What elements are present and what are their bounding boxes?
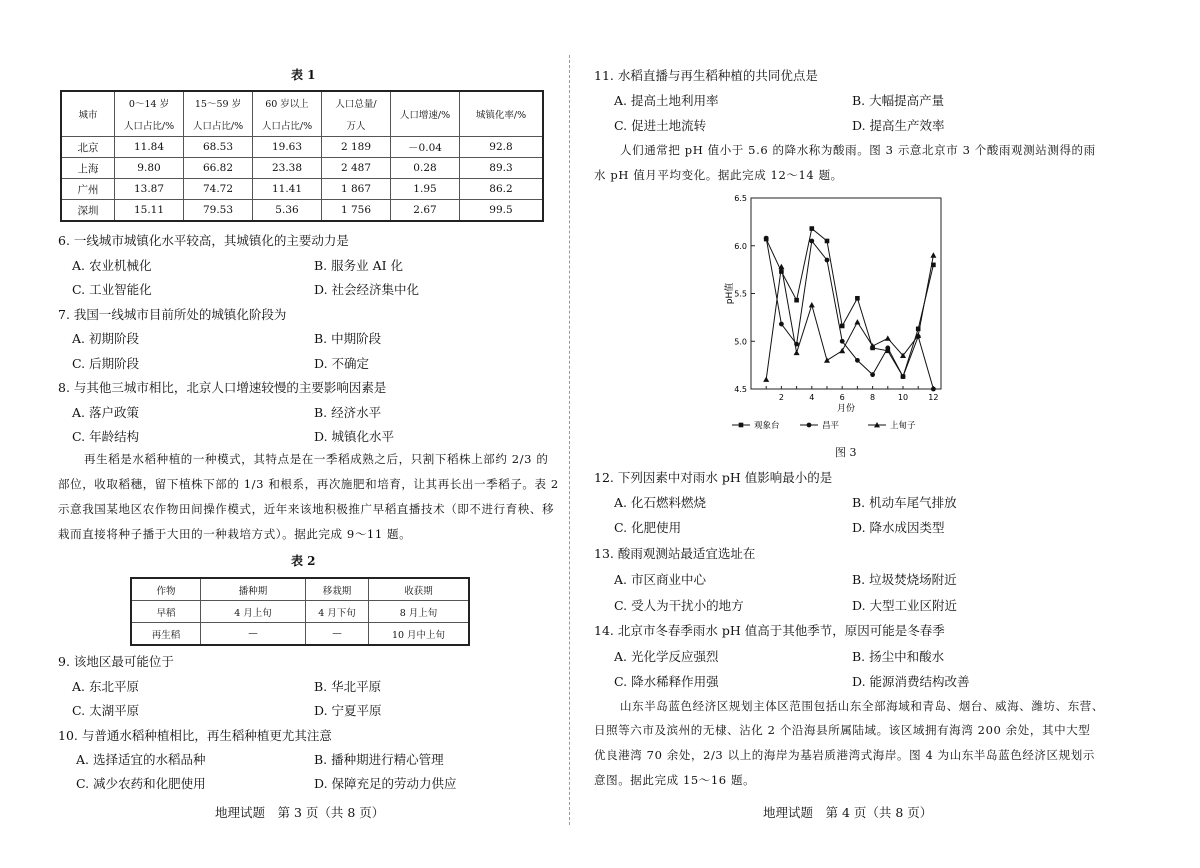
data-point	[794, 350, 800, 355]
legend-label: 昌平	[822, 421, 840, 431]
series-line	[766, 238, 933, 389]
legend-label: 上甸子	[890, 421, 916, 431]
table-cell: 11.41	[253, 179, 322, 200]
table-cell: 68.53	[184, 137, 253, 158]
figure-3-caption: 图 3	[835, 446, 857, 459]
table-cell: 再生稻	[131, 623, 201, 646]
q10-option-a: A. 选择适宜的水稻品种	[76, 752, 206, 767]
q11-option-a: A. 提高土地利用率	[614, 93, 719, 108]
table1-header-cell: 万人	[322, 114, 391, 137]
q11-option-c: C. 促进土地流转	[614, 118, 707, 133]
q14-option-a: A. 光化学反应强烈	[614, 649, 719, 664]
series-lines	[763, 226, 936, 391]
question-13-stem: 13. 酸雨观测站最适宜选址在	[594, 546, 756, 561]
passage-line: 栽而直接将种子播于大田的一种栽培方式）。据此完成 9～11 题。	[58, 527, 412, 541]
data-point	[930, 252, 936, 257]
q8-option-b: B. 经济水平	[314, 405, 382, 420]
passage-line: 人们通常把 pH 值小于 5.6 的降水称为酸雨。图 3 示意北京市 3 个酸雨观测站测得的雨	[620, 143, 1096, 157]
series-triangle	[763, 252, 936, 382]
data-point	[931, 387, 936, 392]
table2-title: 表 2	[291, 554, 316, 568]
data-point	[855, 296, 860, 301]
data-point	[810, 226, 815, 231]
table-cell: 15.11	[115, 200, 184, 222]
q14-option-d: D. 能源消费结构改善	[852, 674, 970, 689]
q10-option-b: B. 播种期进行精心管理	[314, 752, 444, 767]
passage-line: 日照等六市及滨州的无棣、沾化 2 个沿海县所属陆域。该区域拥有海湾 200 余处，其中大型	[594, 723, 1091, 737]
table1-header-cell: 人口总量/	[322, 91, 391, 114]
q12-option-d: D. 降水成因类型	[852, 520, 945, 535]
y-axis-label: pH值	[725, 282, 735, 305]
passage-line: 山东半岛蓝色经济区规划主体区范围包括山东全部海域和青岛、烟台、威海、潍坊、东营、	[620, 699, 1104, 713]
q9-option-c: C. 太湖平原	[72, 703, 140, 718]
data-point	[840, 339, 845, 344]
data-point	[825, 239, 830, 244]
table-cell: 北京	[61, 137, 115, 158]
data-point	[901, 374, 906, 379]
table1-header-cell: 15～59 岁	[184, 91, 253, 114]
table-row	[61, 200, 543, 222]
q9-option-a: A. 东北平原	[72, 679, 139, 694]
table-cell: 66.82	[184, 158, 253, 179]
table-cell: 19.63	[253, 137, 322, 158]
passage-line: 优良港湾 70 余处，2/3 以上的海岸为基岩质港湾式海岸。图 4 为山东半岛蓝色经济区规划示	[594, 748, 1095, 762]
q8-option-c: C. 年龄结构	[72, 429, 140, 444]
q13-option-a: A. 市区商业中心	[614, 572, 706, 587]
table2	[130, 577, 470, 646]
x-tick-label: 8	[870, 393, 876, 402]
data-point	[824, 357, 830, 362]
data-point	[764, 236, 769, 241]
table-cell: 早稻	[131, 601, 201, 623]
table-cell: 89.3	[460, 158, 544, 179]
table-cell: —	[306, 623, 369, 646]
table-cell: 4 月下旬	[306, 601, 369, 623]
data-point	[763, 376, 769, 381]
table1-header-cell: 60 岁以上	[253, 91, 322, 114]
x-tick-label: 6	[839, 393, 845, 402]
passage-line: 再生稻是水稻种植的一种模式，其特点是在一季稻成熟之后，只割下稻株上部约 2/3 的	[84, 452, 549, 466]
table-cell: 99.5	[460, 200, 544, 222]
series-square	[764, 226, 936, 379]
table-cell: 11.84	[115, 137, 184, 158]
q6-option-b: B. 服务业 AI 化	[314, 258, 404, 273]
table1-header	[61, 91, 543, 114]
table-cell: 1 756	[322, 200, 391, 222]
x-tick-label: 4	[809, 393, 815, 402]
page-footer-right: 地理试题 第 4 页（共 8 页）	[763, 805, 933, 820]
table1-header-cell: 人口占比/%	[253, 114, 322, 137]
table1-header-cell: 人口占比/%	[115, 114, 184, 137]
x-tick-label: 2	[778, 393, 784, 402]
q6-option-c: C. 工业智能化	[72, 282, 152, 297]
table-cell: 10 月中上旬	[369, 623, 470, 646]
x-axis-label: 月份	[836, 404, 856, 414]
q7-option-c: C. 后期阶段	[72, 356, 140, 371]
q7-option-a: A. 初期阶段	[72, 331, 139, 346]
table-cell: 92.8	[460, 137, 544, 158]
table-cell: 上海	[61, 158, 115, 179]
table-cell: 2 189	[322, 137, 391, 158]
table-cell: 9.80	[115, 158, 184, 179]
q13-option-b: B. 垃圾焚烧场附近	[852, 572, 957, 587]
q8-option-d: D. 城镇化水平	[314, 429, 395, 444]
question-14-stem: 14. 北京市冬春季雨水 pH 值高于其他季节，原因可能是冬春季	[594, 623, 945, 638]
table-cell: 23.38	[253, 158, 322, 179]
table-cell: 0.28	[391, 158, 460, 179]
question-10-stem: 10. 与普通水稻种植相比，再生稻种植更尤其注意	[58, 728, 332, 743]
table-row	[131, 623, 469, 646]
left-page	[0, 0, 580, 868]
q6-option-d: D. 社会经济集中化	[314, 282, 420, 297]
x-axis	[766, 386, 938, 402]
chart-legend	[732, 420, 916, 431]
page-footer-left: 地理试题 第 3 页（共 8 页）	[215, 805, 385, 820]
question-11-stem: 11. 水稻直播与再生稻种植的共同优点是	[594, 68, 818, 83]
q14-option-c: C. 降水稀释作用强	[614, 674, 719, 689]
table-cell: 1.95	[391, 179, 460, 200]
data-point	[839, 348, 845, 353]
table1-header-cell: 人口占比/%	[184, 114, 253, 137]
data-point	[855, 358, 860, 363]
q12-option-a: A. 化石燃料燃烧	[614, 495, 706, 510]
table-cell: 深圳	[61, 200, 115, 222]
table-cell: 2.67	[391, 200, 460, 222]
table-cell: 5.36	[253, 200, 322, 222]
data-point	[870, 372, 875, 377]
question-6-stem: 6. 一线城市城镇化水平较高，其城镇化的主要动力是	[58, 233, 349, 248]
passage-line: 水 pH 值月平均变化。据此完成 12～14 题。	[594, 168, 843, 182]
table-cell: －0.04	[391, 137, 460, 158]
legend-label: 观象台	[754, 421, 780, 431]
ph-line-chart	[720, 188, 960, 438]
question-9-stem: 9. 该地区最可能位于	[58, 654, 174, 669]
q8-option-a: A. 落户政策	[72, 405, 139, 420]
q12-option-b: B. 机动车尾气排放	[852, 495, 957, 510]
data-point	[809, 239, 814, 244]
y-tick-label: 6.0	[734, 241, 747, 251]
q6-option-a: A. 农业机械化	[72, 258, 152, 273]
question-8-stem: 8. 与其他三城市相比，北京人口增速较慢的主要影响因素是	[58, 380, 387, 395]
q12-option-c: C. 化肥使用	[614, 520, 682, 535]
data-point	[854, 319, 860, 324]
series-line	[766, 229, 933, 377]
q7-option-b: B. 中期阶段	[314, 331, 382, 346]
data-point	[794, 298, 799, 303]
q10-option-c: C. 减少农药和化肥使用	[76, 776, 206, 791]
y-tick-label: 5.0	[734, 337, 747, 347]
right-page	[580, 0, 1200, 868]
table-cell: 4 月上旬	[201, 601, 306, 623]
table-cell: 13.87	[115, 179, 184, 200]
table1	[60, 90, 544, 222]
q10-option-d: D. 保障充足的劳动力供应	[314, 776, 457, 791]
question-7-stem: 7. 我国一线城市目前所处的城镇化阶段为	[58, 307, 287, 322]
table1-header-cell: 城镇化率/%	[460, 91, 544, 137]
x-tick-label: 12	[928, 393, 939, 402]
plot-frame	[751, 198, 941, 389]
table1-title: 表 1	[291, 68, 316, 82]
y-axis	[734, 194, 755, 394]
q9-option-d: D. 宁夏平原	[314, 703, 382, 718]
table-cell: 79.53	[184, 200, 253, 222]
q7-option-d: D. 不确定	[314, 356, 370, 371]
table-cell: 1 867	[322, 179, 391, 200]
table2-header-cell: 移栽期	[306, 578, 369, 601]
data-point	[779, 322, 784, 327]
q11-option-b: B. 大幅提高产量	[852, 93, 945, 108]
data-point	[885, 346, 890, 351]
data-point	[885, 335, 891, 340]
data-point	[825, 258, 830, 263]
data-point	[809, 302, 815, 307]
table-cell: 74.72	[184, 179, 253, 200]
table1-header-cell: 城市	[61, 91, 115, 137]
data-point	[739, 423, 744, 428]
q9-option-b: B. 华北平原	[314, 679, 382, 694]
table-row	[131, 601, 469, 623]
data-point	[840, 324, 845, 329]
table-row	[61, 137, 543, 158]
table2-header-cell: 收获期	[369, 578, 470, 601]
x-tick-label: 10	[897, 393, 909, 402]
y-tick-label: 4.5	[734, 385, 747, 394]
q14-option-b: B. 扬尘中和酸水	[852, 649, 945, 664]
data-point	[807, 423, 812, 428]
passage-line: 部位，收取稻穗，留下植株下部的 1/3 和根系，再次施肥和培育，让其再长出一季稻子。表 2	[58, 477, 559, 491]
table-cell: 8 月上旬	[369, 601, 470, 623]
q11-option-d: D. 提高生产效率	[852, 118, 945, 133]
table1-header-cell: 0～14 岁	[115, 91, 184, 114]
table-cell: 2 487	[322, 158, 391, 179]
table2-header-cell: 播种期	[201, 578, 306, 601]
q13-option-c: C. 受人为干扰小的地方	[614, 598, 744, 613]
table-row	[61, 158, 543, 179]
passage-line: 示意我国某地区农作物田间操作模式，近年来该地积极推广早稻直播技术（即不进行育秧、移	[58, 502, 555, 516]
table2-header	[131, 578, 469, 601]
table-cell: 86.2	[460, 179, 544, 200]
table1-header-cell: 人口增速/%	[391, 91, 460, 137]
table2-header-cell: 作物	[131, 578, 201, 601]
table-cell: 广州	[61, 179, 115, 200]
y-tick-label: 5.5	[734, 289, 747, 299]
passage-line: 意图。据此完成 15～16 题。	[594, 773, 756, 787]
question-12-stem: 12. 下列因素中对雨水 pH 值影响最小的是	[594, 470, 833, 485]
table-row	[61, 179, 543, 200]
table-cell: —	[201, 623, 306, 646]
q13-option-d: D. 大型工业区附近	[852, 598, 958, 613]
y-tick-label: 6.5	[734, 194, 747, 203]
